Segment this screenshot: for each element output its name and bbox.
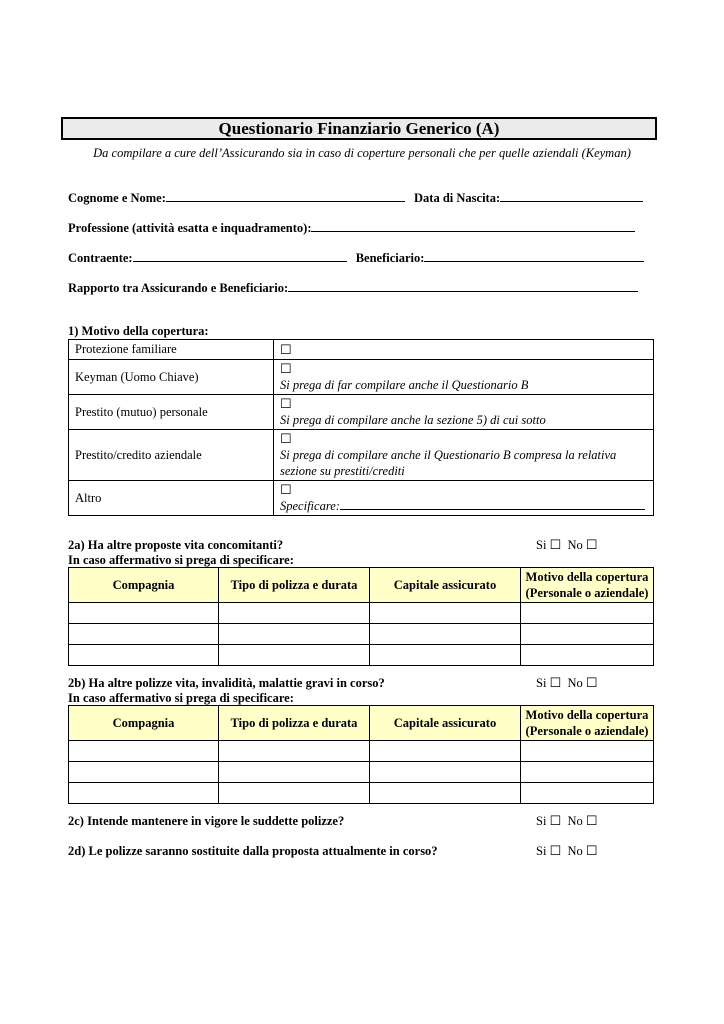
section1-heading: 1) Motivo della copertura: <box>68 324 209 338</box>
no-label: No <box>567 814 583 828</box>
table-row <box>69 340 654 360</box>
motivo-note: Si prega di compilare anche la sezione 5) di cui sotto <box>280 413 546 427</box>
q2b-sub: In caso affermativo si prega di specificare: <box>68 691 294 705</box>
table-cell[interactable] <box>219 645 370 666</box>
header-motivo-line2: (Personale o aziendale) <box>525 586 649 600</box>
row-name-birth <box>68 190 643 206</box>
table-cell[interactable] <box>521 645 654 666</box>
table-row <box>69 645 654 666</box>
header-tipo-polizza: Tipo di polizza e durata <box>219 706 370 741</box>
table-row <box>69 360 654 395</box>
table-cell[interactable] <box>370 603 521 624</box>
table-row <box>69 395 654 430</box>
table-row <box>69 762 654 783</box>
row-contraente-beneficiario <box>68 250 644 266</box>
header-motivo-line1: Motivo della copertura <box>525 570 649 584</box>
q2c-yes-checkbox[interactable]: ☐ <box>549 813 562 828</box>
q2d-question: 2d) Le polizze saranno sostituite dalla proposta attualmente in corso? <box>68 844 438 858</box>
table-cell[interactable] <box>521 783 654 804</box>
q2d-no-checkbox[interactable]: ☐ <box>585 843 598 858</box>
header-motivo-line1: Motivo della copertura <box>525 708 649 722</box>
motivo-label: Protezione familiare <box>69 340 274 360</box>
motivo-note: Specificare: <box>280 499 340 513</box>
yes-label: Si <box>536 538 547 552</box>
q2b-table <box>68 705 654 804</box>
table-header-row <box>69 706 654 741</box>
table-cell[interactable] <box>219 741 370 762</box>
no-label: No <box>567 844 583 858</box>
table-cell[interactable] <box>219 762 370 783</box>
q2b-question: 2b) Ha altre polizze vita, invalidità, malattie gravi in corso? <box>68 676 385 690</box>
q2a-sub: In caso affermativo si prega di specificare: <box>68 553 294 567</box>
table-cell[interactable] <box>219 783 370 804</box>
table-cell[interactable] <box>69 762 219 783</box>
q2a-table <box>68 567 654 666</box>
table-row <box>69 783 654 804</box>
header-tipo-polizza: Tipo di polizza e durata <box>219 568 370 603</box>
yes-label: Si <box>536 676 547 690</box>
header-motivo <box>521 568 654 603</box>
table-cell[interactable] <box>370 762 521 783</box>
q2a-yes-no <box>536 537 598 553</box>
q2b-no-checkbox[interactable]: ☐ <box>585 675 598 690</box>
header-capitale: Capitale assicurato <box>370 706 521 741</box>
motivo-copertura-table <box>68 339 654 516</box>
header-motivo <box>521 706 654 741</box>
motivo-label: Altro <box>69 481 274 516</box>
table-cell[interactable] <box>370 741 521 762</box>
beneficiario-field[interactable] <box>424 250 644 262</box>
rapporto-field[interactable] <box>288 280 638 292</box>
table-cell[interactable] <box>370 645 521 666</box>
table-cell[interactable] <box>69 645 219 666</box>
yes-label: Si <box>536 844 547 858</box>
row-professione <box>68 220 635 236</box>
table-cell[interactable] <box>370 624 521 645</box>
table-cell[interactable] <box>521 762 654 783</box>
table-row <box>69 481 654 516</box>
q2a-question: 2a) Ha altre proposte vita concomitanti? <box>68 538 284 552</box>
beneficiario-label: Beneficiario: <box>355 251 425 265</box>
contraente-label: Contraente: <box>68 251 133 265</box>
checkbox-prestito-aziendale[interactable]: ☐ <box>280 431 292 446</box>
q2a-yes-checkbox[interactable]: ☐ <box>549 537 562 552</box>
checkbox-altro[interactable]: ☐ <box>280 482 292 497</box>
q2d-yes-no <box>536 843 598 859</box>
motivo-label: Keyman (Uomo Chiave) <box>69 360 274 395</box>
form-subtitle: Da compilare a cure dell’Assicurando sia in caso di coperture personali che per quelle aziendali (Keyman) <box>93 146 631 160</box>
motivo-note: Si prega di far compilare anche il Questionario B <box>280 378 529 392</box>
no-label: No <box>567 538 583 552</box>
contraente-field[interactable] <box>133 250 347 262</box>
table-cell[interactable] <box>370 783 521 804</box>
checkbox-protezione-familiare[interactable]: ☐ <box>280 341 292 357</box>
specificare-field[interactable] <box>340 498 645 510</box>
motivo-label: Prestito/credito aziendale <box>69 430 274 481</box>
table-row <box>69 603 654 624</box>
q2c-question: 2c) Intende mantenere in vigore le suddette polizze? <box>68 814 345 828</box>
table-row <box>69 624 654 645</box>
table-cell[interactable] <box>69 783 219 804</box>
rapporto-label: Rapporto tra Assicurando e Beneficiario: <box>68 281 289 295</box>
q2c-no-checkbox[interactable]: ☐ <box>585 813 598 828</box>
form-title: Questionario Finanziario Generico (A) <box>61 117 657 140</box>
data-nascita-field[interactable] <box>500 190 643 202</box>
table-cell[interactable] <box>521 624 654 645</box>
row-rapporto <box>68 280 638 296</box>
q2c-yes-no <box>536 813 598 829</box>
checkbox-keyman[interactable]: ☐ <box>280 361 292 376</box>
table-cell[interactable] <box>521 741 654 762</box>
header-compagnia: Compagnia <box>69 706 219 741</box>
header-motivo-line2: (Personale o aziendale) <box>525 724 649 738</box>
table-row <box>69 430 654 481</box>
table-cell[interactable] <box>69 741 219 762</box>
cognome-nome-field[interactable] <box>166 190 405 202</box>
professione-field[interactable] <box>311 220 635 232</box>
checkbox-prestito-personale[interactable]: ☐ <box>280 396 292 411</box>
yes-label: Si <box>536 814 547 828</box>
q2a-no-checkbox[interactable]: ☐ <box>585 537 598 552</box>
table-header-row <box>69 568 654 603</box>
cognome-nome-label: Cognome e Nome: <box>68 191 166 205</box>
table-cell[interactable] <box>69 624 219 645</box>
professione-label: Professione (attività esatta e inquadramento): <box>68 221 312 235</box>
data-nascita-label: Data di Nascita: <box>414 191 501 205</box>
q2b-yes-checkbox[interactable]: ☐ <box>549 675 562 690</box>
header-compagnia: Compagnia <box>69 568 219 603</box>
table-cell[interactable] <box>521 603 654 624</box>
no-label: No <box>567 676 583 690</box>
table-cell[interactable] <box>69 603 219 624</box>
motivo-note: Si prega di compilare anche il Questionario B compresa la relativa sezione su prestiti/crediti <box>280 448 617 478</box>
table-cell[interactable] <box>219 603 370 624</box>
table-row <box>69 741 654 762</box>
q2b-yes-no <box>536 675 598 691</box>
motivo-label: Prestito (mutuo) personale <box>69 395 274 430</box>
table-cell[interactable] <box>219 624 370 645</box>
header-capitale: Capitale assicurato <box>370 568 521 603</box>
q2d-yes-checkbox[interactable]: ☐ <box>549 843 562 858</box>
